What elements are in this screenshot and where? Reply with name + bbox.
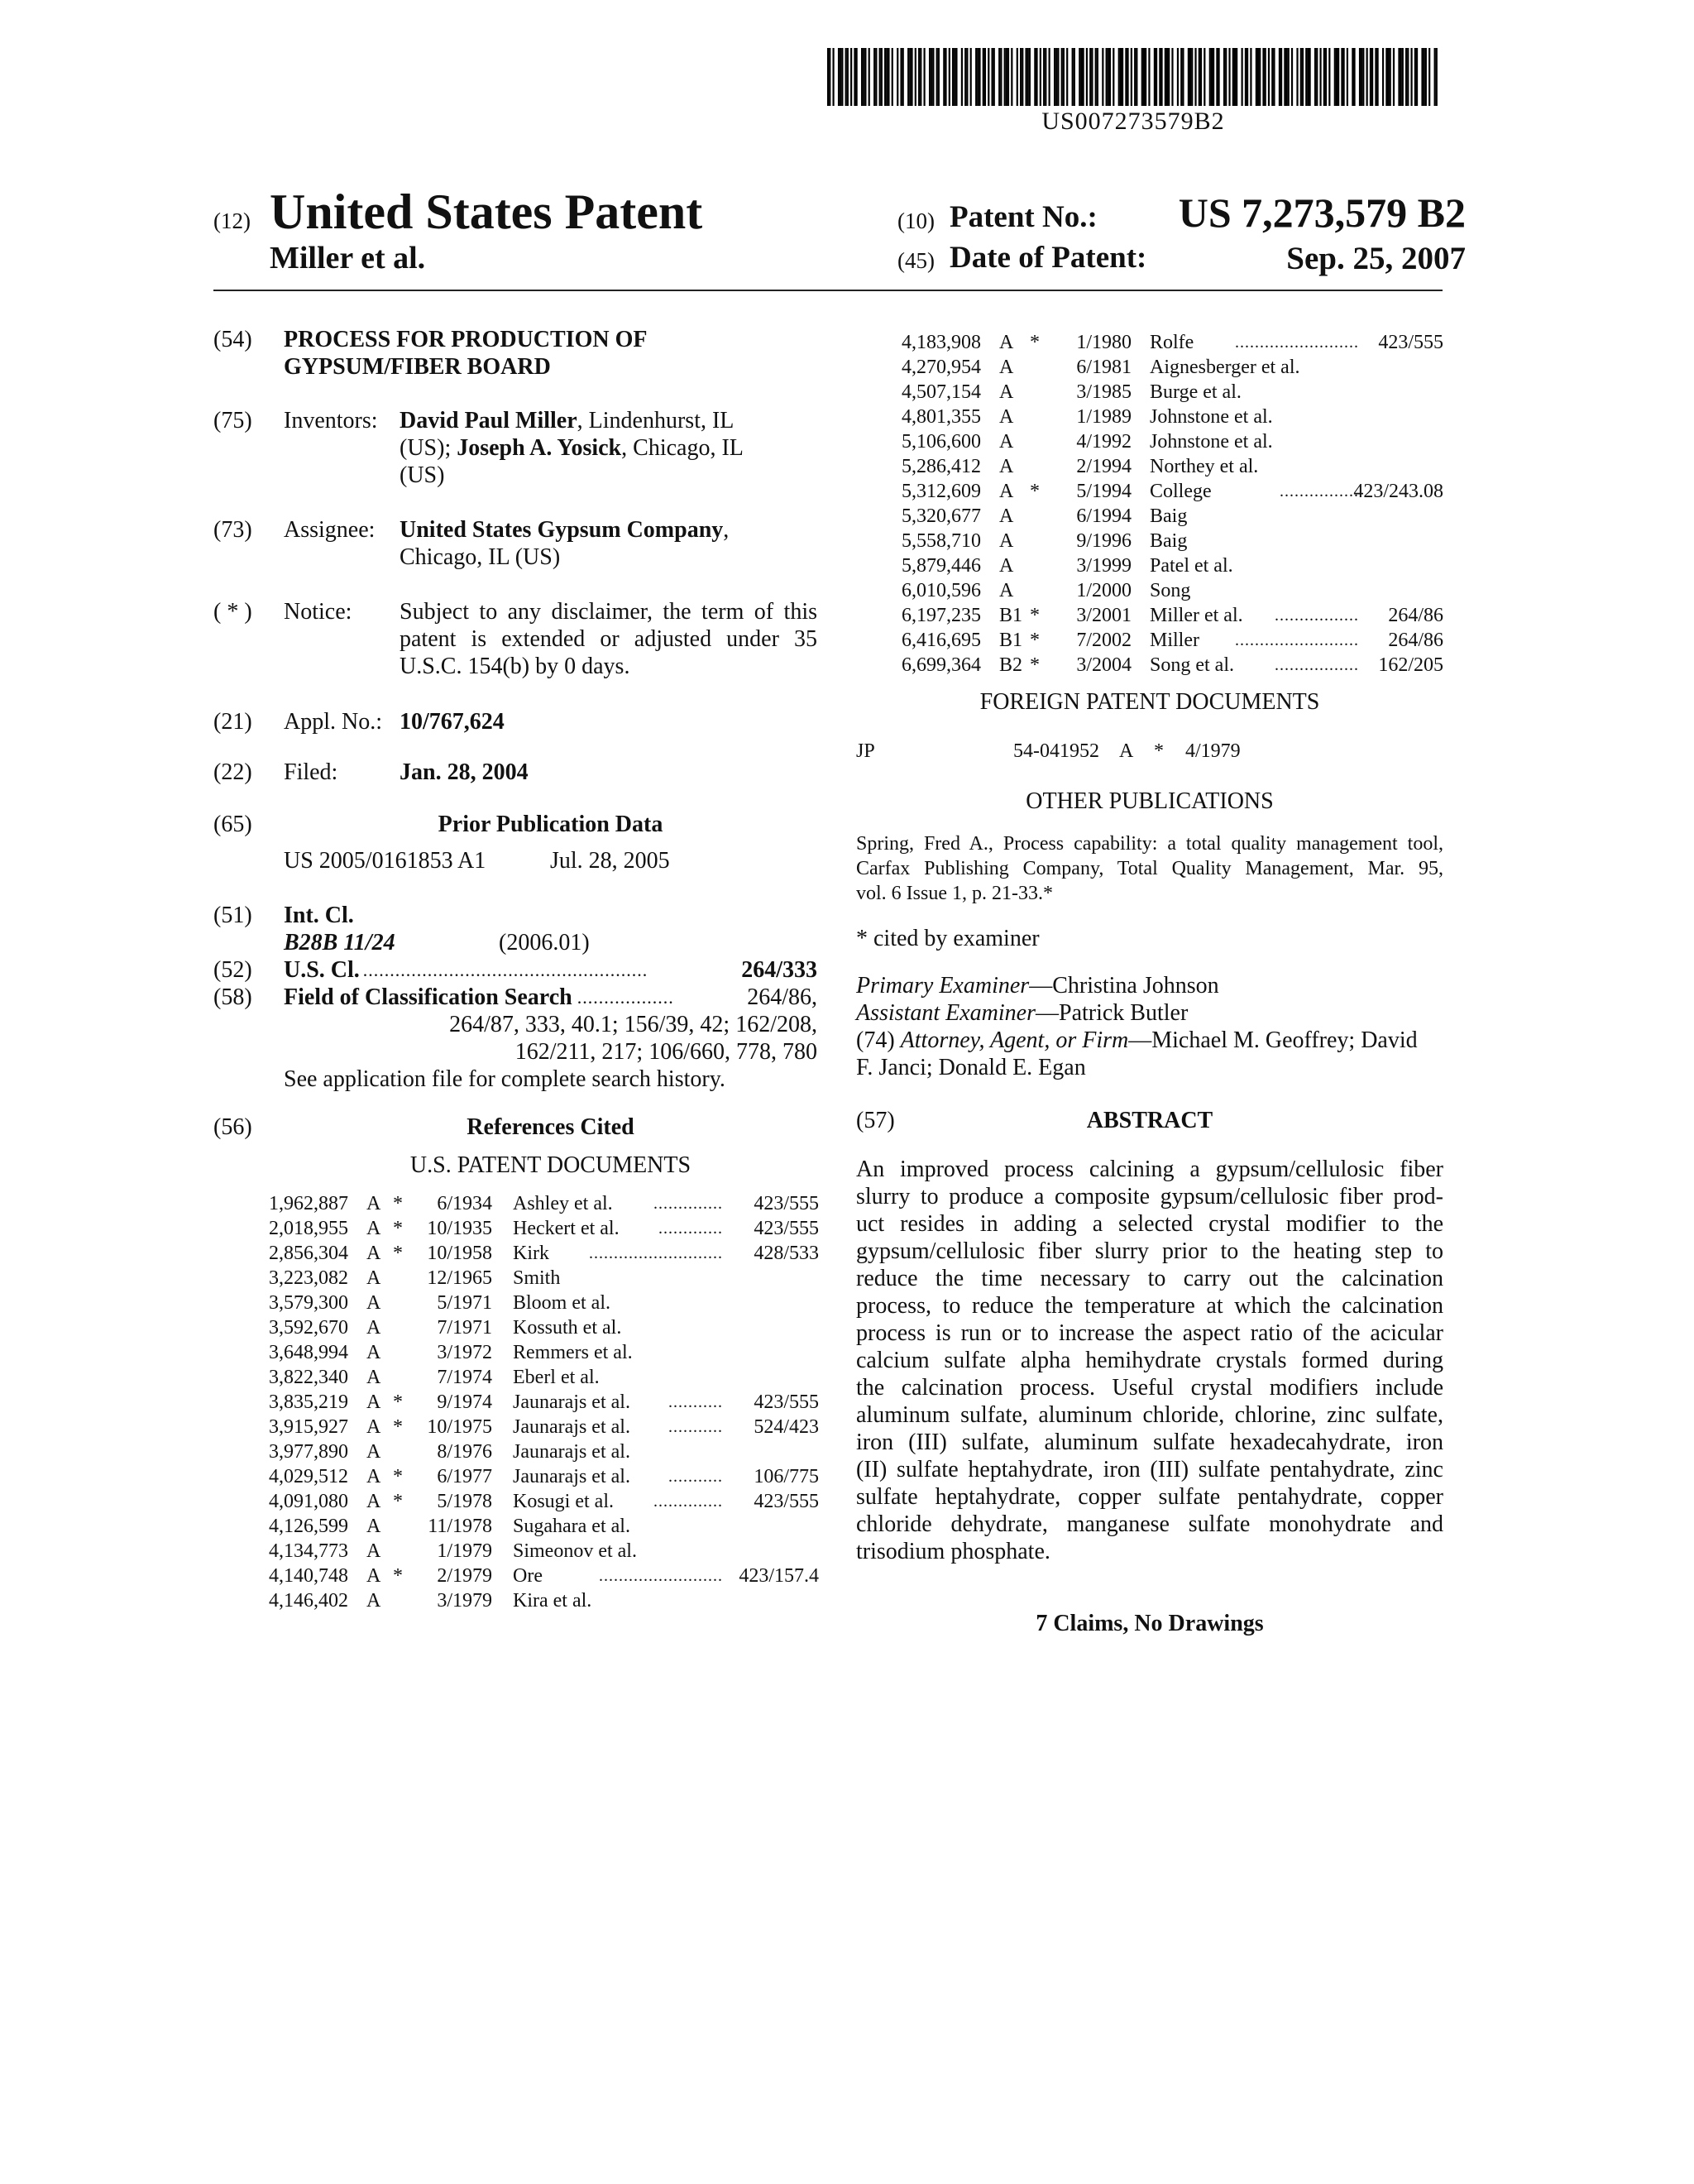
reference-name: Rolfe [1150, 332, 1194, 353]
int-cl-label: Int. Cl. [284, 903, 354, 928]
reference-name: Patel et al. [1150, 555, 1233, 577]
reference-name: Heckert et al. [513, 1218, 620, 1239]
invention-title-line-1: PROCESS FOR PRODUCTION OF [284, 327, 648, 352]
reference-star: * [1030, 654, 1040, 676]
field-search-line-4: See application file for complete search history. [284, 1066, 725, 1092]
reference-date: 3/2004 [1076, 654, 1132, 676]
assignee-line-1 [400, 516, 729, 544]
assistant-examiner-label: Assistant Examiner [856, 1000, 1036, 1026]
reference-leader: .............. [653, 1492, 723, 1511]
reference-name: Simeonov et al. [513, 1540, 637, 1562]
reference-number: 2,856,304 [269, 1243, 348, 1264]
cited-by-examiner-note: * cited by examiner [856, 926, 1040, 951]
abstract-line: calcium sulfate alpha hemihydrate crystals formed during [856, 1348, 1443, 1373]
reference-kind: A [366, 1267, 381, 1289]
attorney-code: (74) [856, 1027, 901, 1053]
field-search-value-1: 264/86, [747, 984, 817, 1010]
reference-number: 4,126,599 [269, 1516, 348, 1537]
reference-class: 423/555 [754, 1391, 819, 1413]
appl-no-label: Appl. No.: [284, 709, 382, 735]
reference-name: Bloom et al. [513, 1292, 610, 1314]
reference-star: * [393, 1466, 403, 1487]
prior-publication-number: US 2005/0161853 A1 [284, 848, 486, 874]
reference-kind: A [999, 505, 1014, 527]
field-search-leader: .................. [577, 987, 674, 1008]
reference-leader: ........... [668, 1418, 723, 1436]
reference-number: 3,915,927 [269, 1416, 348, 1438]
code-21: (21) [213, 709, 252, 735]
us-cl-label: U.S. Cl. [284, 957, 360, 983]
reference-date: 7/1974 [437, 1367, 492, 1388]
assistant-examiner-line [856, 999, 1188, 1027]
reference-date: 1/1989 [1076, 406, 1132, 428]
reference-date: 7/1971 [437, 1317, 492, 1339]
reference-name: Baig [1150, 530, 1188, 552]
reference-name: Aignesberger et al. [1150, 357, 1300, 378]
reference-star: * [393, 1391, 403, 1413]
reference-date: 9/1996 [1076, 530, 1132, 552]
reference-kind: A [999, 406, 1014, 428]
reference-class: 106/775 [754, 1466, 819, 1487]
field-search-label: Field of Classification Search [284, 984, 572, 1010]
reference-kind: A [366, 1516, 381, 1537]
code-10: (10) [897, 208, 935, 233]
reference-name: Song et al. [1150, 654, 1234, 676]
reference-name: Johnstone et al. [1150, 431, 1273, 453]
reference-number: 3,579,300 [269, 1292, 348, 1314]
foreign-patent-documents-heading: FOREIGN PATENT DOCUMENTS [979, 689, 1320, 715]
reference-number: 4,183,908 [902, 332, 981, 353]
reference-number: 4,270,954 [902, 357, 981, 378]
appl-no: 10/767,624 [400, 709, 505, 735]
reference-number: 6,699,364 [902, 654, 981, 676]
reference-leader: ......................... [1235, 333, 1359, 352]
reference-kind: A [999, 555, 1014, 577]
reference-kind: A [999, 481, 1014, 502]
reference-name: Jaunarajs et al. [513, 1441, 630, 1463]
filed-label: Filed: [284, 759, 338, 785]
code-65: (65) [213, 812, 252, 837]
reference-name: Jaunarajs et al. [513, 1416, 630, 1438]
patent-no-label: Patent No.: [950, 200, 1098, 234]
abstract-line: slurry to produce a composite gypsum/cellulosic fiber prod- [856, 1184, 1443, 1209]
field-search-line-1 [284, 984, 817, 1011]
primary-examiner-line [856, 972, 1219, 999]
reference-date: 10/1975 [427, 1416, 492, 1438]
abstract-line: the calcination process. Useful crystal modifiers include [856, 1375, 1443, 1401]
abstract-line: sulfate heptahydrate, copper sulfate pentahydrate, copper [856, 1484, 1443, 1510]
reference-date: 11/1978 [428, 1516, 492, 1537]
reference-date: 9/1974 [437, 1391, 492, 1413]
abstract-line: gypsum/cellulosic fiber slurry prior to the heating step to [856, 1238, 1443, 1264]
reference-number: 4,146,402 [269, 1590, 348, 1612]
reference-number: 6,197,235 [902, 605, 981, 626]
claims-summary: 7 Claims, No Drawings [1036, 1611, 1264, 1636]
reference-date: 1/2000 [1076, 580, 1132, 601]
reference-class: 423/555 [754, 1491, 819, 1512]
reference-star: * [393, 1491, 403, 1512]
reference-class: 264/86 [1388, 605, 1443, 626]
reference-leader: ........... [668, 1468, 723, 1486]
foreign-kind: A [1119, 740, 1134, 762]
assignee-comma: , [723, 517, 730, 543]
field-search-line-3: 162/211, 217; 106/660, 778, 780 [514, 1039, 817, 1065]
reference-number: 3,223,082 [269, 1267, 348, 1289]
foreign-date: 4/1979 [1185, 740, 1241, 762]
reference-number: 3,592,670 [269, 1317, 348, 1339]
reference-number: 2,018,955 [269, 1218, 348, 1239]
reference-kind: A [366, 1416, 381, 1438]
reference-number: 4,091,080 [269, 1491, 348, 1512]
reference-class: 264/86 [1388, 630, 1443, 651]
reference-star: * [393, 1416, 403, 1438]
date-of-patent: Sep. 25, 2007 [1286, 241, 1466, 276]
reference-star: * [393, 1243, 403, 1264]
reference-name: Kirk [513, 1243, 549, 1264]
abstract-line: (II) sulfate heptahydrate, iron (III) sulfate pentahydrate, zinc [856, 1457, 1443, 1482]
code-52: (52) [213, 957, 252, 983]
reference-name: Ore [513, 1565, 543, 1587]
abstract-line: An improved process calcining a gypsum/cellulosic fiber [856, 1157, 1443, 1182]
reference-star: * [1030, 630, 1040, 651]
code-45: (45) [897, 248, 935, 273]
reference-star: * [1030, 332, 1040, 353]
inventors-line-3: (US) [400, 462, 445, 488]
reference-star: * [393, 1193, 403, 1214]
code-22: (22) [213, 759, 252, 785]
int-cl-class: B28B 11/24 [284, 930, 395, 956]
prior-publication-heading: Prior Publication Data [438, 812, 663, 837]
attorney-line-2: F. Janci; Donald E. Egan [856, 1055, 1086, 1080]
reference-kind: A [366, 1317, 381, 1339]
abstract-line: uct resides in adding a selected crystal modifier to the [856, 1211, 1443, 1237]
reference-kind: A [366, 1540, 381, 1562]
reference-kind: A [366, 1193, 381, 1214]
attorney-names-1: —Michael M. Geoffrey; David [1128, 1027, 1418, 1053]
reference-star: * [393, 1565, 403, 1587]
primary-examiner-label: Primary Examiner [856, 973, 1030, 999]
reference-name: Kosugi et al. [513, 1491, 614, 1512]
reference-class: 428/533 [754, 1243, 819, 1264]
reference-kind: A [366, 1243, 381, 1264]
reference-name: Eberl et al. [513, 1367, 600, 1388]
reference-kind: A [366, 1367, 381, 1388]
abstract-line: aluminum sulfate, aluminum chloride, chlorine, zinc sulfate, [856, 1402, 1443, 1428]
reference-date: 5/1971 [437, 1292, 492, 1314]
reference-date: 6/1977 [437, 1466, 492, 1487]
filed-date: Jan. 28, 2004 [400, 759, 529, 785]
reference-number: 4,134,773 [269, 1540, 348, 1562]
reference-name: Northey et al. [1150, 456, 1259, 477]
reference-name: Jaunarajs et al. [513, 1391, 630, 1413]
code-51: (51) [213, 903, 252, 928]
reference-class: 423/157.4 [739, 1565, 819, 1587]
code-54: (54) [213, 327, 252, 352]
header-rule [213, 290, 1443, 291]
reference-date: 10/1935 [427, 1218, 492, 1239]
us-cl-line [284, 956, 817, 984]
inventor-2-name: Joseph A. Yosick [457, 435, 622, 461]
other-publication-line-2: Carfax Publishing Company, Total Quality Management, Mar. 95, [856, 858, 1443, 879]
reference-leader: ........................... [589, 1244, 723, 1262]
reference-kind: A [366, 1218, 381, 1239]
reference-kind: A [366, 1565, 381, 1587]
reference-name: Baig [1150, 505, 1188, 527]
reference-leader: ........... [668, 1393, 723, 1411]
assignee-name: United States Gypsum Company [400, 517, 724, 543]
reference-date: 4/1992 [1076, 431, 1132, 453]
reference-name: Sugahara et al. [513, 1516, 630, 1537]
reference-number: 5,106,600 [902, 431, 981, 453]
reference-date: 5/1978 [437, 1491, 492, 1512]
field-search-line-2: 264/87, 333, 40.1; 156/39, 42; 162/208, [449, 1012, 817, 1037]
reference-date: 8/1976 [437, 1441, 492, 1463]
reference-kind: A [999, 456, 1014, 477]
date-of-patent-label: Date of Patent: [950, 241, 1147, 275]
reference-leader: ......................... [599, 1567, 723, 1585]
foreign-number: 54-041952 [1013, 740, 1099, 762]
reference-number: 6,010,596 [902, 580, 981, 601]
reference-leader: ............. [658, 1219, 723, 1238]
assistant-examiner-name: —Patrick Butler [1036, 1000, 1189, 1026]
primary-examiner-name: —Christina Johnson [1029, 973, 1219, 999]
reference-date: 7/2002 [1076, 630, 1132, 651]
abstract-line: chloride dehydrate, manganese sulfate monohydrate and [856, 1511, 1443, 1537]
reference-name: Song [1150, 580, 1191, 601]
reference-kind: A [999, 381, 1014, 403]
patent-title-heading: United States Patent [270, 184, 703, 239]
us-cl-leader: ..................................................... [362, 960, 648, 980]
reference-kind: A [999, 580, 1014, 601]
int-cl-year: (2006.01) [499, 930, 590, 956]
barcode [827, 48, 1439, 106]
inventor-1-location: , Lindenhurst, IL [577, 408, 735, 433]
notice-line-3: U.S.C. 154(b) by 0 days. [400, 654, 630, 679]
reference-number: 1,962,887 [269, 1193, 348, 1214]
inventor-2-location: , Chicago, IL [621, 435, 744, 461]
reference-date: 2/1979 [437, 1565, 492, 1587]
reference-kind: A [999, 332, 1014, 353]
reference-class: 423/555 [754, 1218, 819, 1239]
reference-class: 162/205 [1378, 654, 1443, 676]
reference-number: 3,977,890 [269, 1441, 348, 1463]
reference-leader: ................. [1275, 656, 1359, 674]
reference-date: 10/1958 [427, 1243, 492, 1264]
reference-date: 1/1979 [437, 1540, 492, 1562]
reference-date: 12/1965 [427, 1267, 492, 1289]
reference-leader: .............. [653, 1195, 723, 1213]
barcode-number: US007273579B2 [1041, 108, 1225, 135]
reference-name: Miller [1150, 630, 1199, 651]
references-cited-heading: References Cited [467, 1114, 634, 1140]
reference-kind: A [366, 1391, 381, 1413]
reference-name: Kira et al. [513, 1590, 592, 1612]
inventor-2-prefix: (US); [400, 435, 457, 461]
reference-number: 3,835,219 [269, 1391, 348, 1413]
us-patent-documents-heading: U.S. PATENT DOCUMENTS [409, 1152, 691, 1178]
inventor-1-name: David Paul Miller [400, 408, 577, 433]
reference-kind: A [999, 357, 1014, 378]
reference-date: 3/2001 [1076, 605, 1132, 626]
attorney-label: Attorney, Agent, or Firm [900, 1027, 1129, 1053]
code-58: (58) [213, 984, 252, 1010]
reference-name: Smith [513, 1267, 561, 1289]
inventors-line-2 [400, 434, 813, 462]
code-73: (73) [213, 517, 252, 543]
reference-kind: A [366, 1441, 381, 1463]
reference-number: 4,140,748 [269, 1565, 348, 1587]
other-publication-line-1: Spring, Fred A., Process capability: a total quality management tool, [856, 833, 1443, 855]
reference-date: 3/1999 [1076, 555, 1132, 577]
reference-date: 3/1985 [1076, 381, 1132, 403]
reference-number: 6,416,695 [902, 630, 981, 651]
reference-number: 4,507,154 [902, 381, 981, 403]
reference-number: 3,648,994 [269, 1342, 348, 1363]
reference-kind: A [366, 1491, 381, 1512]
reference-leader: ................ [1280, 482, 1359, 500]
invention-title-line-2: GYPSUM/FIBER BOARD [284, 354, 551, 380]
reference-star: * [1030, 605, 1040, 626]
assignee-label: Assignee: [284, 517, 376, 543]
reference-kind: A [366, 1590, 381, 1612]
reference-kind: A [366, 1292, 381, 1314]
reference-date: 6/1934 [437, 1193, 492, 1214]
reference-star: * [1030, 481, 1040, 502]
abstract-line: trisodium phosphate. [856, 1539, 1050, 1564]
prior-publication-date: Jul. 28, 2005 [550, 848, 670, 874]
abstract-line: reduce the time necessary to carry out the calcination [856, 1266, 1443, 1291]
reference-number: 5,558,710 [902, 530, 981, 552]
attorney-line-1 [856, 1027, 1443, 1054]
code-12: (12) [213, 208, 251, 233]
reference-date: 3/1979 [437, 1590, 492, 1612]
inventors-line-1 [400, 407, 813, 434]
us-cl-value: 264/333 [741, 957, 817, 983]
reference-class: 524/423 [754, 1416, 819, 1438]
other-publication-line-3: vol. 6 Issue 1, p. 21-33.* [856, 883, 1053, 904]
reference-name: Burge et al. [1150, 381, 1242, 403]
reference-date: 1/1980 [1076, 332, 1132, 353]
code-56: (56) [213, 1114, 252, 1140]
notice-line-2: patent is extended or adjusted under 35 [400, 626, 817, 652]
assignee-location: Chicago, IL (US) [400, 544, 561, 570]
abstract-line: process is run or to increase the aspect ratio of the acicular [856, 1320, 1443, 1346]
reference-number: 4,029,512 [269, 1466, 348, 1487]
code-notice: ( * ) [213, 599, 252, 625]
reference-name: Remmers et al. [513, 1342, 633, 1363]
reference-number: 4,801,355 [902, 406, 981, 428]
abstract-line: iron (III) sulfate, aluminum sulfate hexadecahydrate, iron [856, 1430, 1443, 1455]
reference-number: 5,286,412 [902, 456, 981, 477]
reference-name: College [1150, 481, 1212, 502]
reference-number: 5,879,446 [902, 555, 981, 577]
reference-class: 423/555 [1378, 332, 1443, 353]
reference-date: 2/1994 [1076, 456, 1132, 477]
reference-number: 5,312,609 [902, 481, 981, 502]
notice-line-1: Subject to any disclaimer, the term of this [400, 599, 817, 625]
notice-label: Notice: [284, 599, 352, 625]
reference-leader: ......................... [1235, 631, 1359, 649]
reference-name: Miller et al. [1150, 605, 1243, 626]
reference-kind: B1 [999, 605, 1023, 626]
reference-date: 5/1994 [1076, 481, 1132, 502]
foreign-country: JP [856, 740, 875, 762]
other-publications-heading: OTHER PUBLICATIONS [1026, 788, 1274, 814]
reference-number: 3,822,340 [269, 1367, 348, 1388]
patent-number: US 7,273,579 B2 [1178, 189, 1466, 236]
reference-kind: B1 [999, 630, 1023, 651]
reference-kind: A [366, 1342, 381, 1363]
reference-name: Jaunarajs et al. [513, 1466, 630, 1487]
reference-kind: B2 [999, 654, 1023, 676]
reference-date: 3/1972 [437, 1342, 492, 1363]
code-57: (57) [856, 1108, 895, 1133]
reference-kind: A [366, 1466, 381, 1487]
reference-date: 6/1994 [1076, 505, 1132, 527]
reference-kind: A [999, 530, 1014, 552]
reference-name: Kossuth et al. [513, 1317, 622, 1339]
reference-class: 423/243.08 [1353, 481, 1443, 502]
reference-number: 5,320,677 [902, 505, 981, 527]
reference-kind: A [999, 431, 1014, 453]
reference-class: 423/555 [754, 1193, 819, 1214]
abstract-line: process, to reduce the temperature at which the calcination [856, 1293, 1443, 1319]
inventors-label: Inventors: [284, 408, 378, 433]
reference-name: Ashley et al. [513, 1193, 613, 1214]
reference-star: * [393, 1218, 403, 1239]
abstract-body [856, 1156, 1443, 1565]
abstract-heading: ABSTRACT [1086, 1108, 1213, 1133]
reference-leader: ................. [1275, 606, 1359, 625]
reference-date: 6/1981 [1076, 357, 1132, 378]
header-authors: Miller et al. [270, 241, 426, 275]
reference-name: Johnstone et al. [1150, 406, 1273, 428]
code-75: (75) [213, 408, 252, 433]
foreign-star: * [1154, 740, 1164, 762]
